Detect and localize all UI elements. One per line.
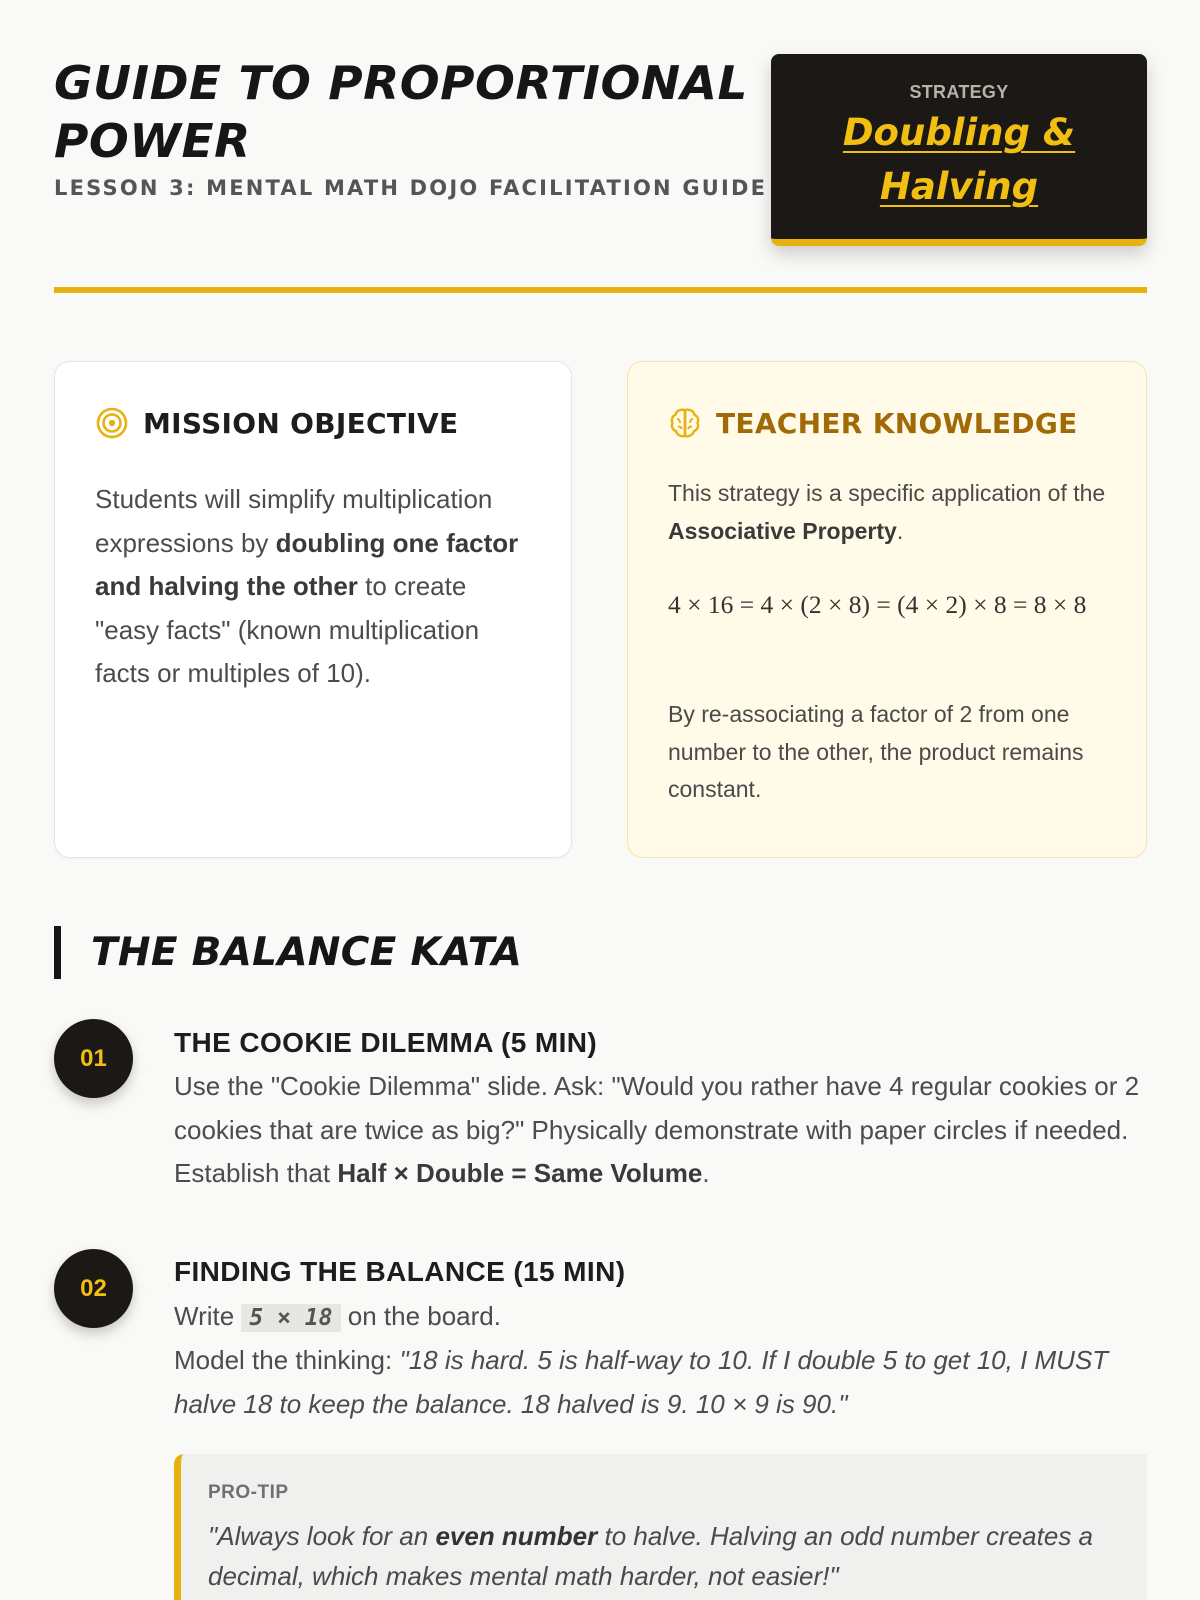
associative-formula: 4 × 16 = 4 × (2 × 8) = (4 × 2) × 8 = 8 × 8 (668, 590, 1087, 619)
mission-text-part: Students will simplify multiplication expressions by (95, 484, 493, 558)
strategy-card (771, 54, 1147, 246)
model-quote: "18 is hard. 5 is half-way to 10. If I double 5 to get 10, I MUST halve 18 to keep the balance. 18 halved is 9. 10 × 9 is 90." (174, 1345, 1109, 1419)
pro-tip-callout (174, 1454, 1147, 1600)
pro-tip-part: to halve. Halving an odd number creates a decimal, which makes mental math harder, not easier!" (208, 1521, 1094, 1591)
target-icon (95, 406, 129, 440)
teacher-text-bold: Associative Property (668, 517, 897, 544)
mission-card-title: MISSION OBJECTIVE (143, 406, 459, 440)
brain-icon (668, 406, 702, 440)
mission-text-part: to create "easy facts" (known multiplication facts or multiples of 10). (95, 571, 480, 688)
board-expression: 5 × 18 (241, 1304, 340, 1332)
step-number-badge: 02 (54, 1249, 133, 1328)
teacher-paragraph-2: By re-associating a factor of 2 from one number to the other, the product remains constant. (668, 701, 1084, 802)
section-title: THE BALANCE KATA (54, 926, 522, 979)
strategy-name: Doubling & Halving (842, 111, 1076, 208)
step-write-instruction (174, 1295, 1149, 1341)
pro-tip-text (208, 1516, 1128, 1596)
step-body-part: Use the "Cookie Dilemma" slide. Ask: "Would you rather have 4 regular cookies or 2 cookies that are twice as big?" Physically demonstrate with paper circles if needed. Establish that (174, 1071, 1140, 1188)
mission-text (95, 478, 535, 696)
mission-card-header (95, 406, 458, 440)
step-model-thinking (174, 1339, 1149, 1426)
pro-tip-part: "Always look for an (208, 1521, 436, 1551)
page-title: GUIDE TO PROPORTIONAL POWER (54, 56, 748, 168)
step-body-part: on the board. (340, 1301, 501, 1331)
mission-objective-card (54, 361, 572, 858)
header (54, 54, 1147, 254)
teacher-knowledge-card (627, 361, 1147, 858)
step-body-part: . (702, 1158, 710, 1188)
step-title: THE COOKIE DILEMMA (5 MIN) (174, 1027, 598, 1058)
teacher-card-title: TEACHER KNOWLEDGE (716, 406, 1078, 440)
page-subtitle: LESSON 3: MENTAL MATH DOJO FACILITATION GUIDE (54, 176, 768, 200)
teacher-paragraph-1 (668, 475, 1108, 550)
teacher-card-header (668, 406, 1078, 440)
strategy-label: STRATEGY (909, 82, 1009, 102)
pro-tip-bold: even number (435, 1521, 598, 1551)
header-divider (54, 287, 1147, 293)
step-body-part: Model the thinking: (174, 1345, 400, 1375)
mission-text-bold: doubling one factor and halving the other (95, 527, 519, 601)
pro-tip-label: PRO-TIP (208, 1482, 289, 1503)
step-title: FINDING THE BALANCE (15 MIN) (174, 1256, 626, 1287)
step-body-part: Write (174, 1301, 242, 1331)
step-body-bold: Half × Double = Same Volume (337, 1158, 703, 1188)
teacher-text-part: This strategy is a specific application of the (668, 480, 1106, 506)
step-number-badge: 01 (54, 1019, 133, 1098)
step-body (174, 1065, 1149, 1196)
teacher-text-part: . (896, 517, 904, 544)
